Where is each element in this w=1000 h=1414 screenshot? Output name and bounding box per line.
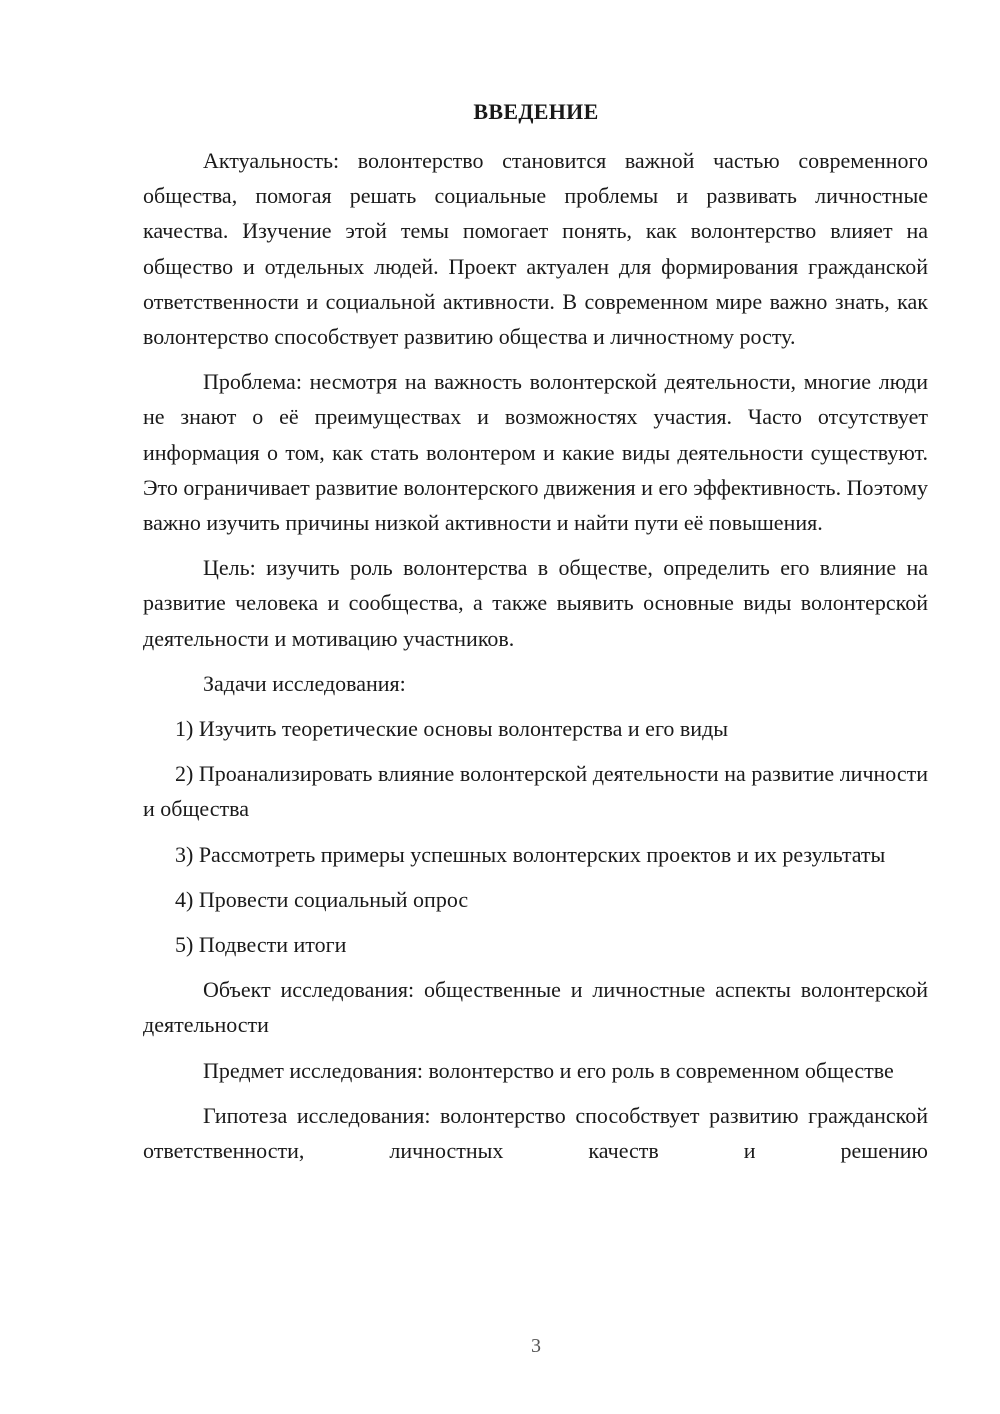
object-paragraph: Объект исследования: общественные и личностные аспекты волонтерской деятельности [143,977,928,1038]
task-item-5: 5) Подвести итоги [175,932,347,958]
tasks-heading: Задачи исследования: [203,670,406,696]
task-item-1: 1) Изучить теоретические основы волонтерства и его виды [175,716,729,742]
page-number: 3 [531,1335,541,1357]
task-item-3: 3) Рассмотреть примеры успешных волонтерских проектов и их результаты [175,841,886,867]
relevance-paragraph: Актуальность: волонтерство становится важной частью современного общества, помогая решать социальные проблемы и развивать личностные качества. Изучение этой темы помогает понять, как волонтерство влияет на общество и отдельных людей. Проект актуален для формирования гражданской ответственности и социальной активности. В современном мире важно знать, как волонтерство способствует развитию общества и личностному росту. [143,148,928,350]
hypothesis-paragraph: Гипотеза исследования: волонтерство способствует развитию гражданской ответственности, личностных качеств и решению [143,1102,928,1164]
goal-paragraph: Цель: изучить роль волонтерства в обществе, определить его влияние на развитие человека и сообщества, а также выявить основные виды волонтерской деятельности и мотивацию участников. [143,555,928,651]
subject-paragraph: Предмет исследования: волонтерство и его роль в современном обществе [203,1057,894,1083]
task-item-2: 2) Проанализировать влияние волонтерской деятельности на развитие личности и общества [143,761,928,822]
body-text [143,143,928,1178]
problem-paragraph: Проблема: несмотря на важность волонтерской деятельности, многие люди не знают о её преимуществах и возможностях участия. Часто отсутствует информация о том, как стать волонтером и какие виды деятельности существуют. Это ограничивает развитие волонтерского движения и его эффективность. Поэтому важно изучить причины низкой активности и найти пути её повышения. [143,369,928,536]
task-item-4: 4) Провести социальный опрос [175,886,469,912]
section-title: ВВЕДЕНИЕ [473,99,599,124]
